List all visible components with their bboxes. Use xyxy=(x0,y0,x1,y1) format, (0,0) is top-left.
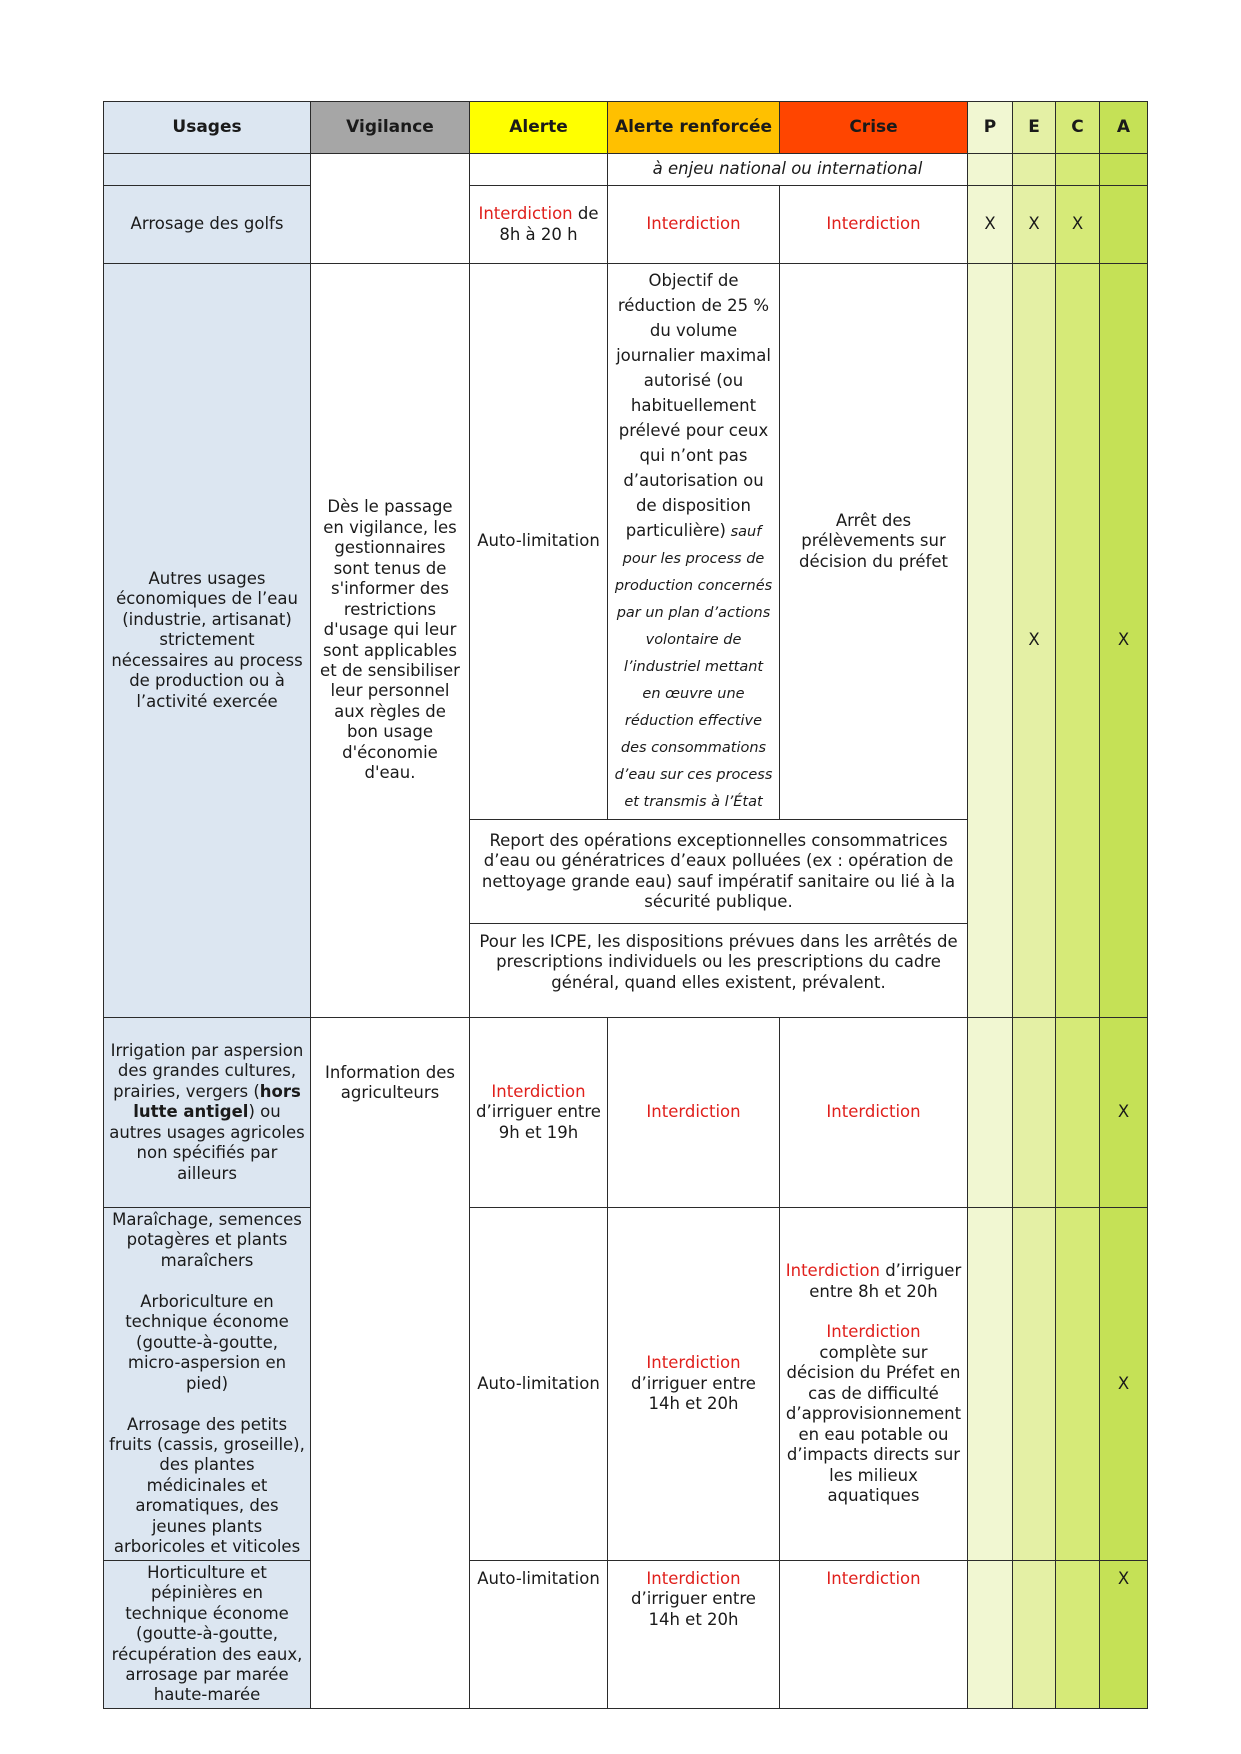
crise-golfs: Interdiction xyxy=(780,186,968,264)
a-golfs xyxy=(1100,186,1148,264)
p-golfs: X xyxy=(968,186,1013,264)
alerte-horticulture: Auto-limitation xyxy=(470,1560,608,1708)
a-maraichage: X xyxy=(1100,1208,1148,1561)
usage-golfs: Arrosage des golfs xyxy=(104,186,311,264)
header-crise: Crise xyxy=(780,102,968,154)
table-row-maraichage xyxy=(104,1208,1148,1561)
continuation-note: à enjeu national ou international xyxy=(608,154,968,186)
restrictions-table xyxy=(103,101,1148,1709)
usage-horticulture: Horticulture et pépinières en technique économe (goutte-à-goutte, récupération des eaux, arrosage par marée haute-marée xyxy=(104,1560,311,1708)
icpe-text: Pour les ICPE, les dispositions prévues dans les arrêtés de prescriptions individuels ou les prescriptions du cadre général, quand elles existent, prévalent. xyxy=(470,924,968,1018)
header-p: P xyxy=(968,102,1013,154)
header-e: E xyxy=(1013,102,1056,154)
table-row-autres-usages xyxy=(104,264,1148,820)
header-vigilance: Vigilance xyxy=(311,102,470,154)
header-c: C xyxy=(1056,102,1100,154)
header-alerte-renforcee: Alerte renforcée xyxy=(608,102,780,154)
alerte-golfs: Interdiction de 8h à 20 h xyxy=(470,186,608,264)
alerte-renforcee-maraichage: Interdiction d’irriguer entre 14h et 20h xyxy=(608,1208,780,1561)
alerte-cell-empty xyxy=(470,154,608,186)
alerte-irrigation: Interdiction d’irriguer entre 9h et 19h xyxy=(470,1018,608,1208)
header-row xyxy=(104,102,1148,154)
a-horticulture: X xyxy=(1100,1560,1148,1708)
interdiction-text: Interdiction xyxy=(478,204,573,224)
usage-irrigation: Irrigation par aspersion des grandes cultures, prairies, vergers (hors lutte antigel) ou autres usages agricoles non spécifiés par ailleurs xyxy=(104,1018,311,1208)
crise-irrigation: Interdiction xyxy=(780,1018,968,1208)
vigilance-cell-golfs xyxy=(311,154,470,264)
usage-cell-empty xyxy=(104,154,311,186)
c-autres xyxy=(1056,264,1100,1018)
a-irrigation: X xyxy=(1100,1018,1148,1208)
alerte-renforcee-autres: Objectif de réduction de 25 % du volume journalier maximal autorisé (ou habituellement prélevé pour ceux qui n’ont pas d’autorisation ou de disposition particulière) sauf pour les process de production concernés par un plan d’actions volontaire de l’industriel mettant en œuvre une réduction effective des consommations d’eau sur ces process et transmis à l’État xyxy=(608,264,780,820)
usage-maraichage: Maraîchage, semences potagères et plants maraîchers Arboriculture en technique économe (goutte-à-goutte, micro-aspersion en pied) Arrosage des petits fruits (cassis, groseille), des plantes médicinales et aromatiques, des jeunes plants arboricoles et viticoles xyxy=(104,1208,311,1561)
e-autres: X xyxy=(1013,264,1056,1018)
alerte-autres: Auto-limitation xyxy=(470,264,608,820)
header-a: A xyxy=(1100,102,1148,154)
vigilance-agriculteurs: Information des agriculteurs xyxy=(311,1018,470,1709)
c-golfs: X xyxy=(1056,186,1100,264)
alerte-maraichage: Auto-limitation xyxy=(470,1208,608,1561)
header-usages: Usages xyxy=(104,102,311,154)
vigilance-autres: Dès le passage en vigilance, les gestionnaires sont tenus de s'informer des restrictions d'usage qui leur sont applicables et de sensibiliser leur personnel aux règles de bon usage d'économie d'eau. xyxy=(311,264,470,1018)
crise-horticulture: Interdiction xyxy=(780,1560,968,1708)
alerte-renforcee-irrigation: Interdiction xyxy=(608,1018,780,1208)
alerte-renforcee-golfs: Interdiction xyxy=(608,186,780,264)
crise-autres: Arrêt des prélèvements sur décision du préfet xyxy=(780,264,968,820)
table-row-irrigation xyxy=(104,1018,1148,1208)
usage-autres: Autres usages économiques de l’eau (industrie, artisanat) strictement nécessaires au process de production ou à l’activité exercée xyxy=(104,264,311,1018)
alerte-renforcee-horticulture: Interdiction d’irriguer entre 14h et 20h xyxy=(608,1560,780,1708)
report-text: Report des opérations exceptionnelles consommatrices d’eau ou génératrices d’eaux polluées (ex : opération de nettoyage grande eau) sauf impératif sanitaire ou lié à la sécurité publique. xyxy=(470,820,968,924)
a-autres: X xyxy=(1100,264,1148,1018)
table-row-golfs xyxy=(104,186,1148,264)
table-row-horticulture xyxy=(104,1560,1148,1708)
table-row-continuation xyxy=(104,154,1148,186)
p-autres xyxy=(968,264,1013,1018)
crise-maraichage: Interdiction d’irriguer entre 8h et 20h Interdiction complète sur décision du Préfet en cas de difficulté d’approvisionnement en eau potable ou d’impacts directs sur les milieux aquatiques xyxy=(780,1208,968,1561)
header-alerte: Alerte xyxy=(470,102,608,154)
e-golfs: X xyxy=(1013,186,1056,264)
